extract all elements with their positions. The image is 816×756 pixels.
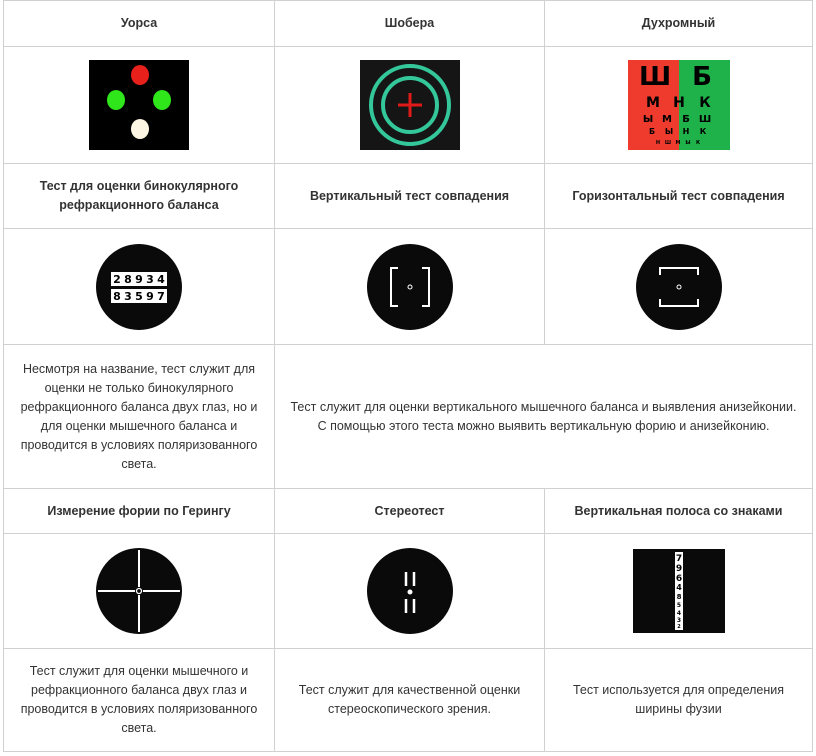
cell-vertical-coincidence-image bbox=[274, 228, 544, 344]
description-vertical-strip: Тест используется для определения ширины фузии bbox=[544, 648, 813, 752]
duochrome-letter: К bbox=[699, 127, 706, 136]
worth-test-image bbox=[89, 60, 189, 150]
cell-stereotest-image bbox=[274, 533, 544, 648]
white-dot bbox=[131, 119, 149, 139]
cell-hering-image bbox=[3, 533, 274, 648]
duochrome-letter: М bbox=[645, 95, 660, 111]
description-coincidence-line1: Тест служит для оценки вертикального мышечного баланса и выявления анизейконии. bbox=[290, 399, 797, 414]
binocular-digit: 8 bbox=[113, 289, 121, 303]
duochrome-letter: Ш bbox=[698, 114, 711, 125]
binocular-digit: 8 bbox=[124, 272, 132, 286]
cell-horizontal-coincidence-image bbox=[544, 228, 813, 344]
fusion-strip-digit: 7 bbox=[675, 554, 682, 564]
binocular-digit: 3 bbox=[124, 289, 132, 303]
duochrome-letter: Б bbox=[648, 127, 655, 136]
binocular-digit: 9 bbox=[135, 272, 143, 286]
binocular-digit: 7 bbox=[157, 289, 165, 303]
duochrome-letter: Н bbox=[672, 95, 685, 111]
horizontal-coincidence-image bbox=[634, 242, 724, 332]
green-dot-left bbox=[107, 90, 125, 110]
table-row bbox=[3, 648, 813, 752]
cell-schober-image bbox=[274, 46, 544, 163]
binocular-digit: 5 bbox=[135, 289, 143, 303]
duochrome-letter: К bbox=[698, 95, 711, 111]
binocular-digit: 2 bbox=[113, 272, 121, 286]
header-horizontal-coincidence: Горизонтальный тест совпадения bbox=[544, 163, 813, 228]
duochrome-letter: Ш bbox=[638, 62, 671, 92]
description-coincidence bbox=[274, 344, 813, 488]
fusion-strip-digit: 3 bbox=[676, 617, 681, 624]
fusion-strip-digit: 6 bbox=[675, 574, 682, 584]
test-table bbox=[3, 0, 813, 752]
center-dot bbox=[407, 590, 412, 595]
header-schober: Шобера bbox=[274, 0, 544, 46]
cell-binocular-image bbox=[3, 228, 274, 344]
duochrome-letter: Ы bbox=[642, 114, 653, 125]
cell-worth-image bbox=[3, 46, 274, 163]
fusion-strip-digit: 5 bbox=[676, 602, 681, 609]
header-duochrome: Духромный bbox=[544, 0, 813, 46]
header-binocular-balance: Тест для оценки бинокулярного рефракционного баланса bbox=[3, 163, 274, 228]
description-hering: Тест служит для оценки мышечного и рефракционного баланса двух глаз и проводится в условиях поляризованного света. bbox=[3, 648, 274, 752]
red-dot bbox=[131, 65, 149, 85]
description-stereotest: Тест служит для качественной оценки стереоскопического зрения. bbox=[274, 648, 544, 752]
duochrome-letter: К bbox=[695, 140, 700, 146]
hering-phoria-image bbox=[94, 546, 184, 636]
duochrome-letter: Ы bbox=[684, 140, 691, 146]
green-dot-right bbox=[153, 90, 171, 110]
binocular-balance-image bbox=[94, 242, 184, 332]
header-stereotest: Стереотест bbox=[274, 488, 544, 533]
header-vertical-coincidence: Вертикальный тест совпадения bbox=[274, 163, 544, 228]
duochrome-test-image bbox=[628, 60, 730, 150]
duochrome-letter: М bbox=[661, 114, 672, 125]
fusion-strip-digit: 2 bbox=[676, 624, 681, 630]
header-worth: Уорса bbox=[3, 0, 274, 46]
duochrome-letter: Б bbox=[691, 62, 712, 92]
cell-duochrome-image bbox=[544, 46, 813, 163]
duochrome-letter: Б bbox=[681, 114, 690, 125]
cell-vertical-strip-image bbox=[544, 533, 813, 648]
header-vertical-strip: Вертикальная полоса со знаками bbox=[544, 488, 813, 533]
header-hering-phoria: Измерение фории по Герингу bbox=[3, 488, 274, 533]
binocular-digit: 9 bbox=[146, 289, 154, 303]
duochrome-letter: Ы bbox=[664, 127, 673, 136]
table-row bbox=[3, 0, 813, 46]
vertical-strip-image bbox=[633, 549, 725, 633]
table-row bbox=[3, 163, 813, 228]
table-row bbox=[3, 228, 813, 344]
vertical-coincidence-image bbox=[365, 242, 455, 332]
description-coincidence-line2: С помощью этого теста можно выявить вертикальную форию и анизейконию. bbox=[317, 418, 770, 433]
duochrome-letter: Н bbox=[655, 140, 660, 146]
table-row bbox=[3, 533, 813, 648]
description-binocular: Несмотря на название, тест служит для оценки не только бинокулярного рефракционного баланса двух глаз, но и для оценки мышечного баланса и проводится в условиях поляризованного света. bbox=[3, 344, 274, 488]
fusion-strip-digit: 4 bbox=[676, 610, 681, 617]
table-row bbox=[3, 344, 813, 488]
binocular-digit: 4 bbox=[157, 272, 165, 286]
stereotest-image bbox=[365, 546, 455, 636]
fusion-strip-digit: 9 bbox=[675, 564, 682, 574]
table-row bbox=[3, 46, 813, 163]
fusion-strip-digit: 4 bbox=[675, 583, 682, 592]
duochrome-letter: Н bbox=[682, 127, 689, 136]
duochrome-letter: М bbox=[675, 140, 680, 146]
fusion-strip-digit: 8 bbox=[676, 593, 681, 601]
schober-test-image bbox=[360, 60, 460, 150]
binocular-digit: 3 bbox=[146, 272, 154, 286]
duochrome-letter: Ш bbox=[664, 140, 671, 146]
table-row bbox=[3, 488, 813, 533]
